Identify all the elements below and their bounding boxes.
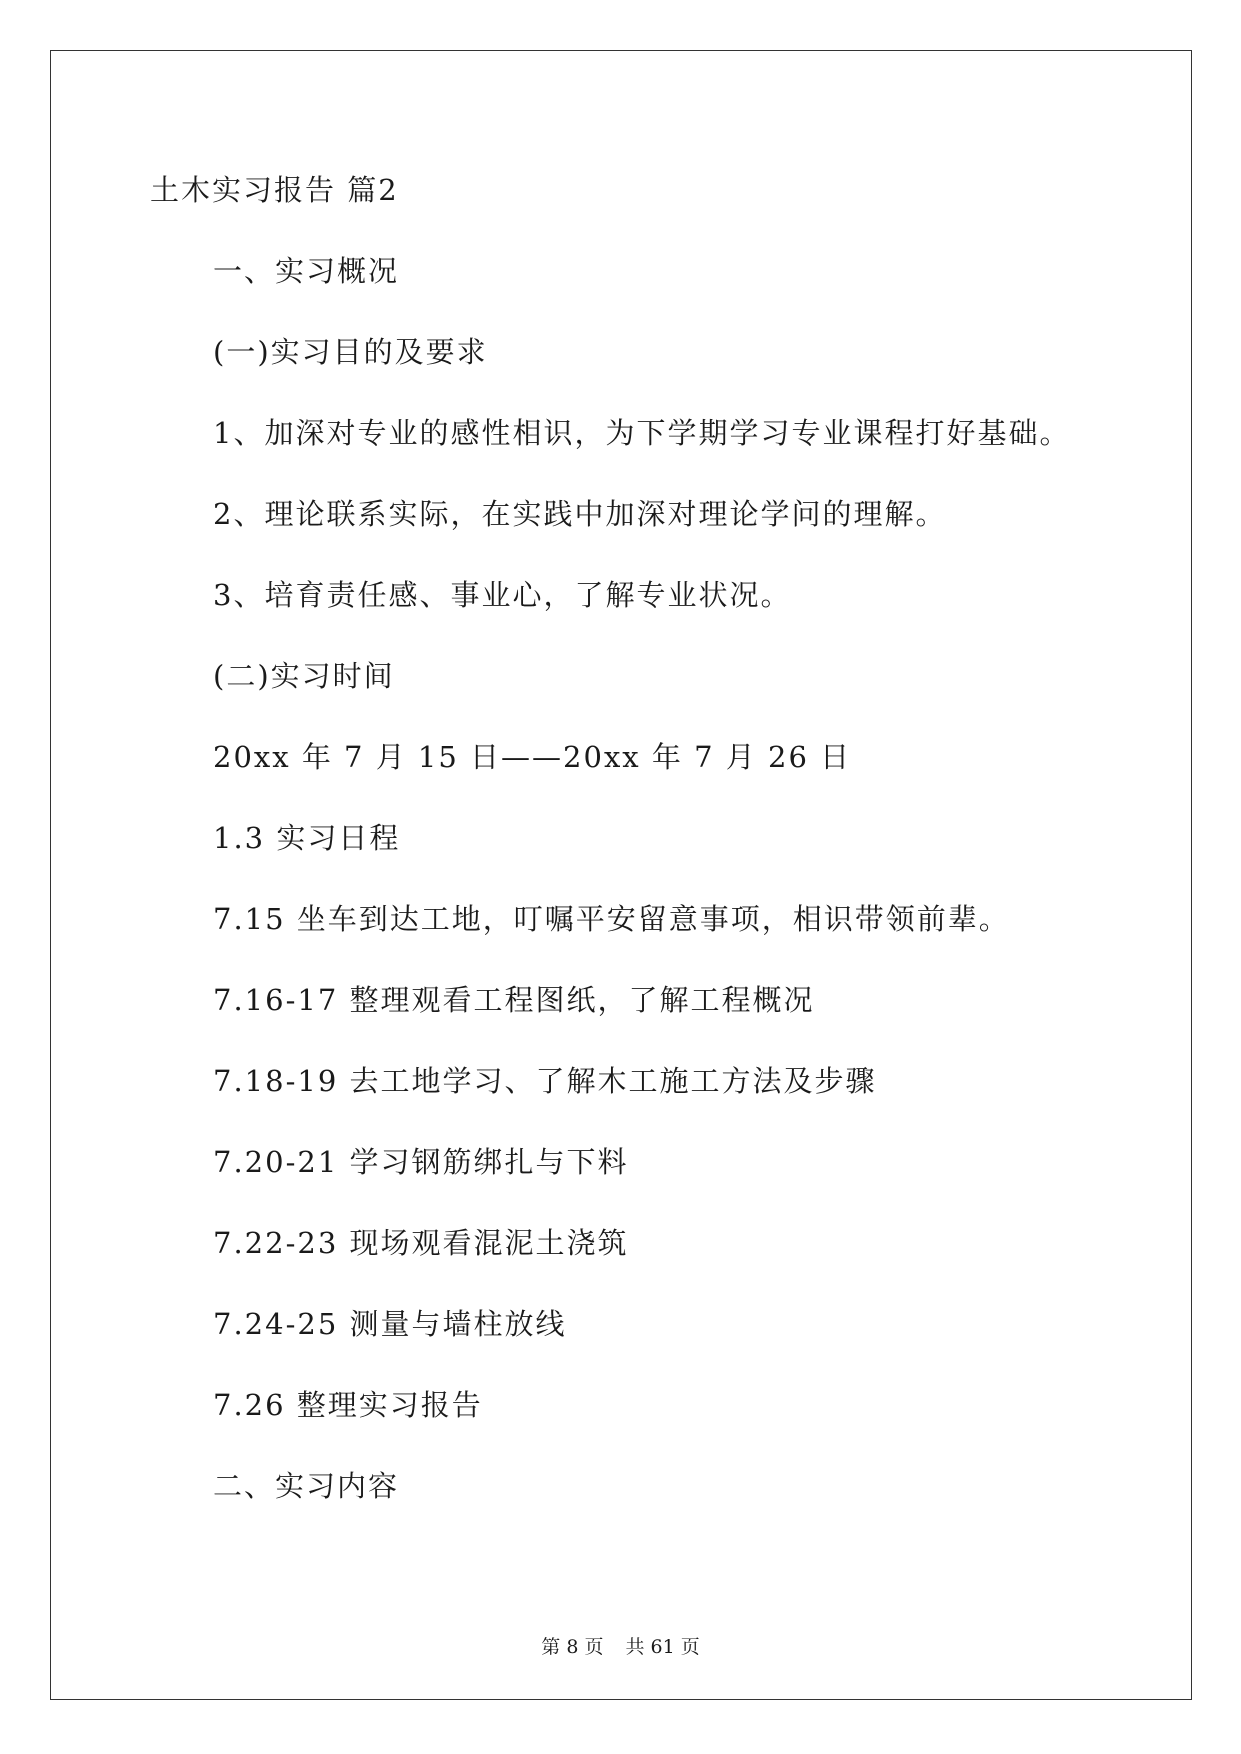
page-border [50,50,1192,1700]
schedule-item: 7.15 坐车到达工地，叮嘱平安留意事项，相识带领前辈。 [213,902,1010,936]
paragraph-line: 3、培育责任感、事业心，了解专业状况。 [213,578,792,612]
schedule-item: 7.18-19 去工地学习、了解木工施工方法及步骤 [213,1064,877,1098]
schedule-item: 7.24-25 测量与墙柱放线 [213,1307,567,1341]
paragraph-line: 2、理论联系实际，在实践中加深对理论学问的理解。 [213,497,947,531]
schedule-item: 7.26 整理实习报告 [213,1388,483,1422]
subsection-heading: 1.3 实习日程 [213,821,401,855]
schedule-item: 7.20-21 学习钢筋绑扎与下料 [213,1145,629,1179]
schedule-item: 7.16-17 整理观看工程图纸，了解工程概况 [213,983,815,1017]
subsection-heading: (二)实习时间 [213,659,395,693]
section-heading: 二、实习内容 [213,1469,400,1503]
page-footer [0,1632,1241,1659]
section-heading: 一、实习概况 [213,254,400,288]
paragraph-line: 1、加深对专业的感性相识，为下学期学习专业课程打好基础。 [213,416,1071,450]
schedule-item: 7.22-23 现场观看混泥土浇筑 [213,1226,629,1260]
document-title: 土木实习报告 篇2 [150,173,399,207]
page-number: 第 8 页 [541,1636,604,1658]
page-total: 共 61 页 [625,1636,700,1658]
paragraph-line: 20xx 年 7 月 15 日——20xx 年 7 月 26 日 [213,740,852,774]
subsection-heading: (一)实习目的及要求 [213,335,488,369]
